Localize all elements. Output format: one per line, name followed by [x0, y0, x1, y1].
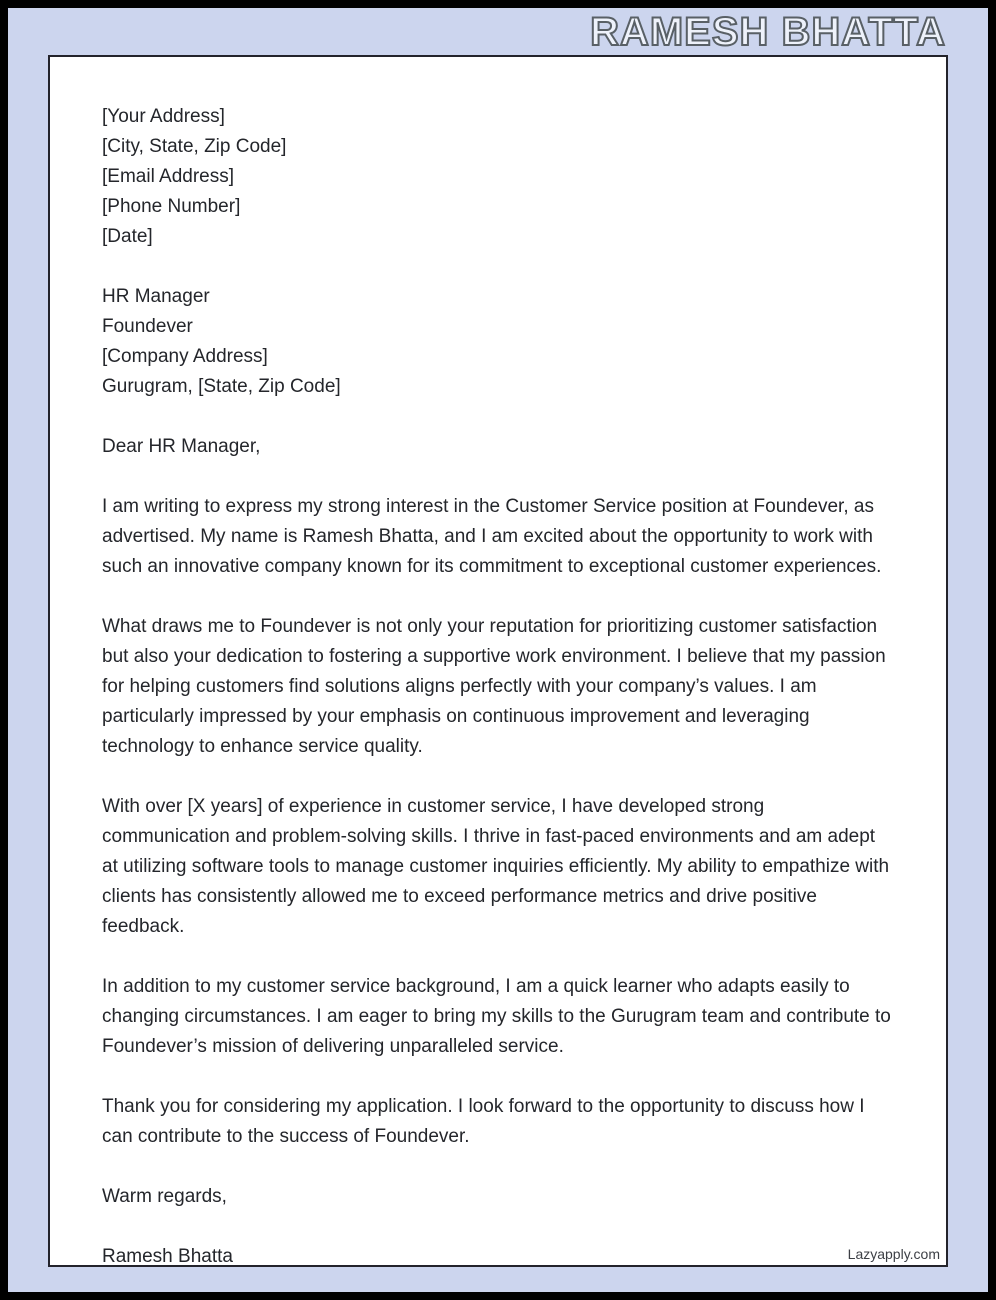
recipient-address-line: Gurugram, [State, Zip Code]	[102, 376, 341, 397]
sender-address-line: [City, State, Zip Code]	[102, 136, 287, 157]
body-paragraph: I am writing to express my strong interest in the Customer Service position at Foundever, as advertised. My name is Ramesh Bhatta, and I am excited about the opportunity to work with such an innovative company known for its commitment to exceptional customer experiences.	[102, 496, 882, 577]
watermark: Lazyapply.com	[847, 1246, 940, 1262]
body-paragraph: Thank you for considering my application. I look forward to the opportunity to discuss how I can contribute to the success of Foundever.	[102, 1096, 865, 1147]
sender-address-line: [Date]	[102, 226, 153, 247]
header-name: RAMESH BHATTA	[590, 10, 946, 54]
sender-address-block	[102, 102, 894, 252]
body-paragraph: What draws me to Foundever is not only your reputation for prioritizing customer satisfaction but also your dedication to fostering a supportive work environment. I believe that my passion for helping customers find solutions aligns perfectly with your company’s values. I am particularly impressed by your emphasis on continuous improvement and leveraging technology to enhance service quality.	[102, 616, 886, 757]
recipient-address-line: [Company Address]	[102, 346, 268, 367]
body-paragraph: With over [X years] of experience in customer service, I have developed strong communication and problem-solving skills. I thrive in fast-paced environments and am adept at utilizing software tools to manage customer inquiries efficiently. My ability to empathize with clients has consistently allowed me to exceed performance metrics and drive positive feedback.	[102, 796, 890, 937]
signature-name: Ramesh Bhatta	[102, 1246, 233, 1267]
recipient-address-line: HR Manager	[102, 286, 210, 307]
letter-panel	[48, 55, 948, 1267]
recipient-address-line: Foundever	[102, 316, 193, 337]
sender-address-line: [Phone Number]	[102, 196, 241, 217]
sender-address-line: [Your Address]	[102, 106, 225, 127]
body-paragraph: In addition to my customer service background, I am a quick learner who adapts easily to changing circumstances. I am eager to bring my skills to the Gurugram team and contribute to Foundever’s mission of delivering unparalleled service.	[102, 976, 891, 1057]
sender-address-line: [Email Address]	[102, 166, 234, 187]
closing: Warm regards,	[102, 1186, 227, 1207]
recipient-address-block	[102, 282, 894, 402]
salutation: Dear HR Manager,	[102, 436, 261, 457]
